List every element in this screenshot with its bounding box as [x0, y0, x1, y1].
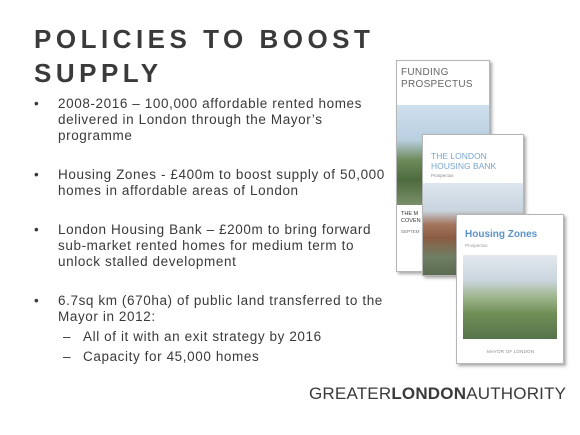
cover-footer: MAYOR OF LONDON [487, 349, 535, 354]
bullet-item [34, 222, 394, 270]
bullet-marker: • [34, 167, 40, 182]
cover-small-text: Prospectus [431, 173, 454, 178]
bullet-item [34, 293, 394, 367]
bullet-text: London Housing Bank – £200m to bring forward sub-market rented homes for medium term to unlock stalled development [58, 222, 372, 269]
cover-title: Housing Zones [465, 229, 538, 240]
bullet-item [34, 167, 394, 199]
gla-logo [309, 384, 566, 404]
dash-marker: – [63, 349, 72, 364]
sub-bullet-text: All of it with an exit strategy by 2016 [83, 329, 322, 344]
cover-small-text: Prospectus [465, 243, 488, 248]
cover-subtitle-line-2: COVEN [401, 218, 421, 224]
cover-title [431, 151, 496, 171]
cover-photo [463, 255, 557, 339]
bullet-text: Housing Zones - £400m to boost supply of 50,000 homes in affordable areas of London [58, 167, 385, 198]
logo-part-greater: GREATER [309, 384, 392, 403]
cover-title [401, 67, 473, 91]
cover-title-line-1: THE LONDON [431, 151, 487, 161]
bullet-marker: • [34, 222, 40, 237]
bullet-text: 2008-2016 – 100,000 affordable rented homes delivered in London through the Mayor’s programme [58, 96, 363, 143]
logo-part-authority: AUTHORITY [466, 384, 567, 403]
bullet-list [34, 96, 394, 367]
logo-part-london: LONDON [391, 384, 467, 403]
slide-title [34, 22, 374, 90]
sub-bullet-item [58, 347, 394, 367]
cover-title-line-2: PROSPECTUS [401, 79, 473, 90]
sub-bullet-list [58, 327, 394, 367]
title-line-2: SUPPLY [34, 58, 163, 88]
cover-title-line-1: FUNDING [401, 67, 449, 78]
bullet-marker: • [34, 293, 40, 308]
cover-date: SEPTEM [401, 229, 420, 234]
housing-zones-cover [456, 214, 564, 364]
bullet-text: 6.7sq km (670ha) of public land transferred to the Mayor in 2012: [58, 293, 383, 324]
title-line-1: POLICIES TO BOOST [34, 24, 375, 54]
bullet-item [34, 96, 394, 144]
cover-subtitle-line-1: THE M [401, 211, 419, 217]
dash-marker: – [63, 329, 72, 344]
sub-bullet-item [58, 327, 394, 347]
cover-title-line-2: HOUSING BANK [431, 161, 497, 171]
bullet-marker: • [34, 96, 40, 111]
cover-subtitle [401, 211, 421, 225]
sub-bullet-text: Capacity for 45,000 homes [83, 349, 260, 364]
